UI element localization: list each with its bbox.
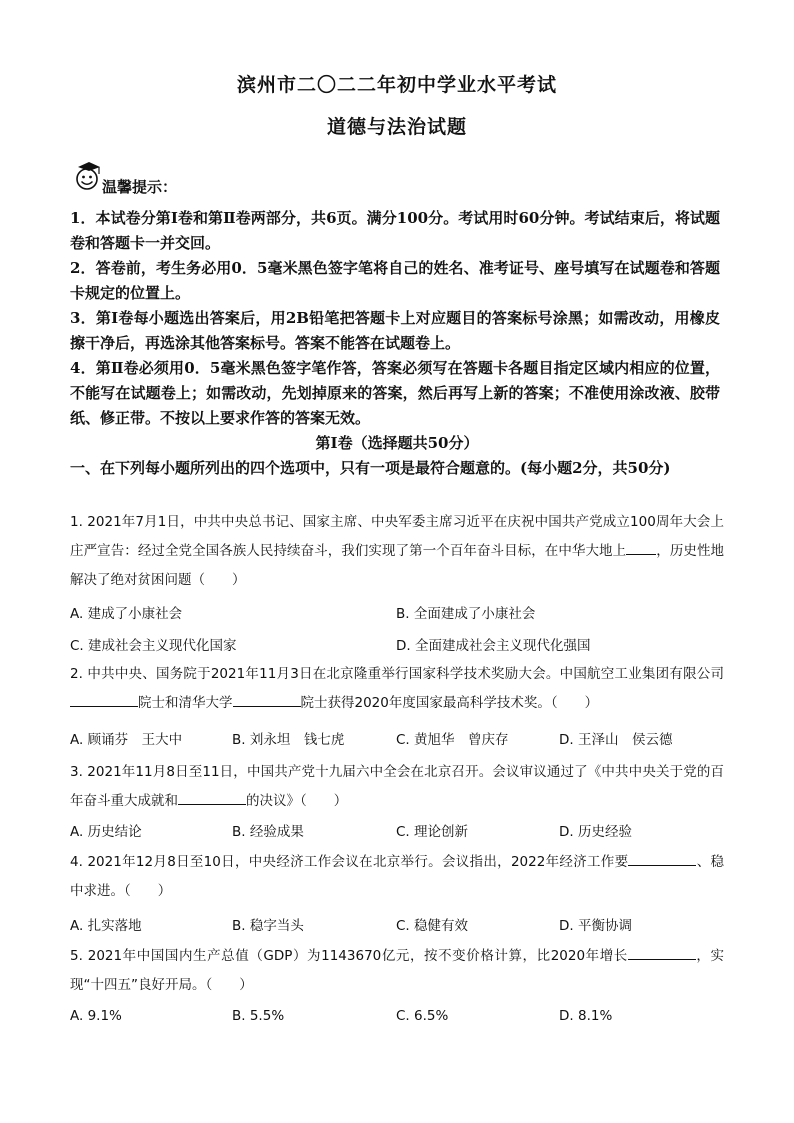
- question-4-option-d: D. 平衡协调: [559, 918, 632, 934]
- answer-blank: [628, 851, 696, 866]
- question-5-option-a: A. 9.1%: [70, 1008, 122, 1024]
- tips-header: [70, 158, 270, 198]
- exam-title: 滨州市二〇二二年初中学业水平考试: [236, 74, 557, 96]
- question-5-option-b: B. 5.5%: [232, 1008, 285, 1024]
- answer-blank: [178, 790, 246, 805]
- question-1-option-a: A. 建成了小康社会: [70, 606, 183, 622]
- question-3-stem: 3. 2021年11月8日至11日，中国共产党十九届六中全会在北京召开。会议审议通过了《中共中央关于党的百年奋斗重大成就和 的决议》（ ）: [70, 764, 724, 809]
- question-5-option-d: D. 8.1%: [559, 1008, 613, 1024]
- question-3-option-b: B. 经验成果: [232, 824, 304, 840]
- question-2-stem: 2. 中共中央、国务院于2021年11月3日在北京隆重举行国家科学技术奖励大会。中国航空工业集团有限公司院士和清华大学 院士获得2020年度国家最高科学技术奖。（ ）: [70, 666, 724, 711]
- section-title: 第Ⅰ卷（选择题共50分）: [315, 434, 479, 452]
- question-2-option-a: A. 顾诵芬 王大中: [70, 732, 183, 748]
- question-5-stem: 5. 2021年中国国内生产总值（GDP）为1143670亿元，按不变价格计算，比2020年增长 ，实现“十四五”良好开局。（ ）: [70, 942, 724, 1000]
- answer-blank: [628, 945, 696, 960]
- tip-item-2: 2．答卷前，考生务必用0．5毫米黑色签字笔将自己的姓名、准考证号、座号填写在试题卷和答题卡规定的位置上。: [70, 259, 720, 302]
- answer-blank: [70, 692, 138, 707]
- tip-item-3: 3．第Ⅰ卷每小题选出答案后，用2B铅笔把答题卡上对应题目的答案标号涂黑；如需改动，用橡皮擦干净后，再选涂其他答案标号。答案不能答在试题卷上。: [70, 309, 720, 352]
- smiley-graduate-icon: [70, 160, 102, 192]
- question-4-stem: 4. 2021年12月8日至10日，中央经济工作会议在北京举行。会议指出，2022年经济工作要 、稳中求进。（ ）: [70, 848, 724, 906]
- tip-item-1: 1．本试卷分第Ⅰ卷和第Ⅱ卷两部分，共6页。满分100分。考试用时60分钟。考试结束后，将试题卷和答题卡一并交回。: [70, 209, 720, 252]
- question-5-option-c: C. 6.5%: [396, 1008, 449, 1024]
- tip-item-4: 4．第Ⅱ卷必须用0．5毫米黑色签字笔作答，答案必须写在答题卡各题目指定区域内相应的位置，不能写在试题卷上；如需改动，先划掉原来的答案，然后再写上新的答案；不准使用涂改液、胶带纸、修正带。不按以上要求作答的答案无效。: [70, 359, 720, 427]
- question-3-option-a: A. 历史结论: [70, 824, 142, 840]
- answer-blank: [626, 540, 656, 555]
- question-2-option-b: B. 刘永坦 钱七虎: [232, 732, 345, 748]
- question-1-stem: 1. 2021年7月1日，中共中央总书记、国家主席、中央军委主席习近平在庆祝中国共产党成立100周年大会上庄严宣告：经过全党全国各族人民持续奋斗，我们实现了第一个百年奋斗目标，在中华大地上 ，历史性地解决了绝对贫困问题（ ）: [70, 514, 725, 588]
- question-4-option-a: A. 扎实落地: [70, 918, 142, 934]
- question-1-option-c: C. 建成社会主义现代化国家: [70, 638, 237, 654]
- question-1-option-d: D. 全面建成社会主义现代化强国: [396, 638, 591, 654]
- tips-label: 温馨提示：: [102, 178, 178, 196]
- question-3-option-d: D. 历史经验: [559, 824, 632, 840]
- section-instruction: 一、在下列每小题所列出的四个选项中，只有一项是最符合题意的。(每小题2分，共50分): [70, 459, 671, 477]
- answer-blank: [233, 692, 301, 707]
- exam-subject: 道德与法治试题: [326, 116, 467, 138]
- question-1-option-b: B. 全面建成了小康社会: [396, 606, 536, 622]
- question-2-option-c: C. 黄旭华 曾庆存: [396, 732, 509, 748]
- question-3-option-c: C. 理论创新: [396, 824, 469, 840]
- question-4-option-b: B. 稳字当头: [232, 918, 304, 934]
- question-2-option-d: D. 王泽山 侯云德: [559, 732, 673, 748]
- question-4-option-c: C. 稳健有效: [396, 918, 469, 934]
